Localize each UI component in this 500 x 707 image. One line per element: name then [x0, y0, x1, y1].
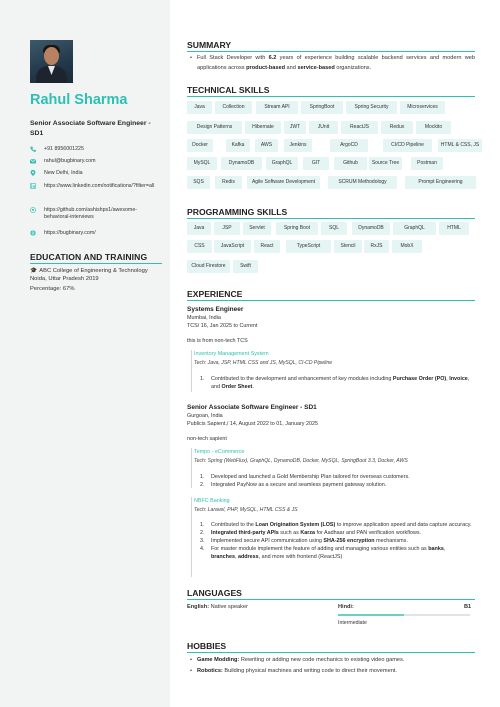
skill-chip: DynamoDB	[352, 222, 390, 235]
skill-chip: Redux	[381, 121, 413, 134]
technical-skills-heading: TECHNICAL SKILLS	[187, 85, 270, 95]
skill-chip: Source Tree	[369, 157, 402, 170]
github-icon	[30, 207, 36, 213]
list-item: • Robotics: Building physical machines and writing code to direct their movement.	[190, 666, 475, 677]
list-item: 1. Contributed to the development and enhancement of key modules including Purchase Order (PO), Invoice, and Order Sheet.	[200, 376, 470, 390]
language-hindi-bar-fill	[338, 614, 404, 616]
job-location: Gurgoan, India	[187, 413, 223, 419]
project-tech: Tech: Laravel, PHP, MySQL, HTML CSS & JS	[194, 507, 298, 513]
education-percentage: Percentage: 67%	[30, 285, 75, 292]
list-item: 2. Integrated PayNow as a secure and seamless payment gateway solution.	[200, 482, 387, 488]
programming-skills-rule	[187, 218, 475, 219]
skill-chip: Java	[187, 222, 211, 235]
hobbies-heading: HOBBIES	[187, 641, 227, 651]
contact-phone-text: +91 8956001225	[44, 146, 84, 152]
linkedin-icon	[30, 183, 36, 189]
contact-location-text: New Delhi, India	[44, 170, 83, 176]
contact-website[interactable]	[30, 230, 162, 237]
skill-chip: CI/CD Pipeline	[383, 139, 432, 152]
contact-linkedin-text: https://www.linkedin.com/notifications/?filter=all	[44, 183, 155, 189]
skill-chip: ArgoCD	[330, 139, 368, 152]
contact-linkedin[interactable]	[30, 183, 162, 190]
skill-chip: TypeScript	[286, 240, 331, 253]
skill-chip: Collection	[215, 101, 252, 114]
skill-chip: Stencil	[334, 240, 362, 253]
list-item: 1. Developed and launched a Gold Membership Plan tailored for overseas customers.	[200, 474, 410, 480]
contact-github[interactable]	[30, 207, 162, 221]
skill-chip: Stream API	[256, 101, 298, 114]
skill-chip: GraphQL	[393, 222, 436, 235]
project-achievements	[200, 521, 472, 561]
job-title: Senior Associate Software Engineer - SD1	[187, 404, 317, 411]
skill-chip: Spring Security	[346, 101, 397, 114]
skill-chip: GIT	[303, 157, 329, 170]
job-title: Systems Engineer	[187, 306, 244, 313]
contact-github-text: https://github.com/ashishps1/awesome-behavioral-interviews	[44, 207, 138, 220]
skill-chip: ReactJS	[341, 121, 378, 134]
project-name: Inventory Management System	[194, 351, 269, 357]
languages-rule	[187, 599, 475, 600]
education-location-year: Noida, Uttar Pradesh 2019	[30, 275, 99, 282]
education-entry	[30, 268, 162, 293]
profile-role: Senior Associate Software Engineer - SD1	[30, 120, 151, 137]
profile-photo	[30, 40, 73, 83]
contact-website-text: https://bugbinary.com/	[44, 230, 96, 236]
project-tech: Tech: Java, JSP, HTML CSS and JS, MySQL, CI-CD Pipeline	[194, 360, 333, 366]
skill-chip: Design Patterns	[187, 121, 242, 134]
summary-text: • Full Stack Developer with 6.2 years of experience building scalable backend services and modern web applications across product-based and service-based organizations.	[190, 54, 475, 73]
skill-chip: Hibernate	[245, 121, 281, 134]
graduation-cap-icon: 🎓	[30, 268, 38, 274]
skill-chip: React	[254, 240, 280, 253]
contact-location	[30, 170, 162, 177]
skill-chip: HTML	[439, 222, 469, 235]
list-item: • Game Modding: Rewriting or adding new code mechanics to existing video games.	[190, 655, 475, 666]
skill-chip: SpringBoot	[301, 101, 343, 114]
skill-chip: Microservices	[400, 101, 445, 114]
technical-skills-rule	[187, 96, 475, 97]
skill-chip: GraphQL	[266, 157, 298, 170]
list-item: 2. Integrated third-party APIs such as Karza for Aadhaar and PAN verification workflows.	[200, 530, 422, 536]
skill-chip: AWS	[255, 139, 278, 152]
skill-chip: SQL	[321, 222, 347, 235]
language-hindi-level-code: B1	[464, 604, 472, 610]
mail-icon	[30, 158, 36, 164]
skill-chip: Mockito	[416, 121, 451, 134]
language-hindi-bar	[338, 614, 470, 616]
skill-chip: Java	[187, 101, 212, 114]
job-location: Mumbai, India	[187, 315, 221, 321]
language-hindi-level-name: Intermediate	[338, 620, 367, 626]
skill-chip: SCRUM Methodology	[328, 176, 397, 189]
skill-chip: MobX	[392, 240, 422, 253]
skill-chip: Github	[334, 157, 367, 170]
skill-chip: Agile Software Development	[247, 176, 320, 189]
list-item: 1. Contributed to the Loan Origination System (LOS) to improve application speed and data capture accuracy.	[200, 522, 472, 528]
project-tech: Tech: Spring (WebFlux), GraphQL, DynamoDB, Docker, MySQL, SpringBoot 3.3, Docker, AWS	[194, 458, 408, 464]
education-rule	[30, 263, 162, 264]
skill-chip: MySQL	[187, 157, 217, 170]
skill-chip: Kafka	[226, 139, 250, 152]
experience-rule	[187, 300, 475, 301]
skill-chip: Jenkins	[284, 139, 312, 152]
list-item: 4. For master module implement the feature of adding and managing various entities such as banks, branches, address, and more with frontend (ReactJS)	[200, 546, 446, 560]
job-company-dates: TCS/ 16, Jan 2025 to Current	[187, 323, 258, 329]
profile-name: Rahul Sharma	[30, 92, 128, 108]
skill-chip: Spring Boot	[276, 222, 318, 235]
project-achievements	[200, 473, 472, 489]
hobbies-rule	[187, 652, 475, 653]
skill-chip: Swift	[233, 260, 258, 273]
skill-chip: RxJS	[364, 240, 389, 253]
globe-icon	[30, 230, 36, 236]
language-hindi-label: Hindi:	[338, 604, 354, 610]
skill-chip: Docker	[187, 139, 213, 152]
skill-chip: Prompt Engineering	[405, 176, 476, 189]
programming-skills-heading: PROGRAMMING SKILLS	[187, 207, 288, 217]
skill-chip: JavaScript	[214, 240, 251, 253]
skill-chip: Cloud Firestore	[187, 260, 230, 273]
skill-chip: JWT	[284, 121, 306, 134]
education-heading: EDUCATION AND TRAINING	[30, 252, 148, 262]
contact-phone[interactable]	[30, 146, 162, 153]
experience-heading: EXPERIENCE	[187, 289, 243, 299]
languages-heading: LANGUAGES	[187, 588, 242, 598]
contact-email-text: rahul@bugbinary.com	[44, 158, 96, 164]
summary-rule	[187, 51, 475, 52]
skill-chip: HTML & CSS, JS	[438, 139, 482, 152]
skill-chip: JUnit	[309, 121, 338, 134]
list-item: 3. Implemented secure API communication using SHA-256 encryption mechanisms.	[200, 538, 408, 544]
project-name: NBFC Banking	[194, 498, 230, 504]
hobbies-list	[190, 655, 475, 677]
skill-chip: DynamoDB	[221, 157, 262, 170]
job-description: non-tech sapient	[187, 436, 227, 442]
job-company-dates: Publicis Sapient,/ 14, August 2022 to 01, January 2025	[187, 421, 318, 427]
skill-chip: Servlet	[243, 222, 271, 235]
project-name: Tempo - eCommerce	[194, 449, 245, 455]
skill-chip: CSS	[187, 240, 212, 253]
phone-icon	[30, 146, 36, 152]
education-school: 🎓 ABC College of Engineering & Technology	[30, 268, 148, 274]
project-achievements	[200, 375, 472, 391]
language-english: English: Native speaker	[187, 604, 248, 610]
job-description: this is from non-tech TCS	[187, 338, 248, 344]
summary-heading: SUMMARY	[187, 40, 232, 50]
location-icon	[30, 170, 36, 176]
skill-chip: SQS	[187, 176, 210, 189]
skill-chip: Redis	[215, 176, 242, 189]
contact-email[interactable]	[30, 158, 162, 165]
skill-chip: JSP	[214, 222, 240, 235]
skill-chip: Postman	[411, 157, 443, 170]
